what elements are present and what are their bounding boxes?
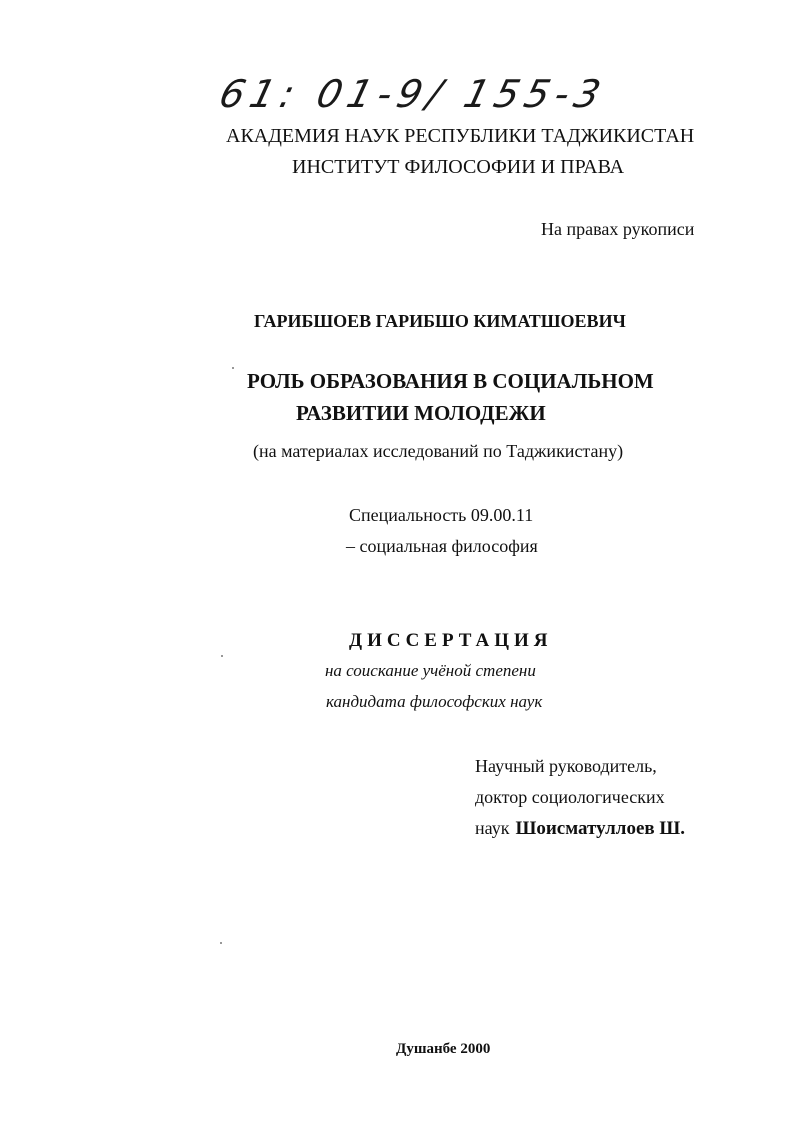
manuscript-rights-note: На правах рукописи [541, 219, 695, 239]
dissertation-label: ДИССЕРТАЦИЯ [349, 630, 553, 651]
title-subtitle: (на материалах исследований по Таджикистану) [253, 441, 624, 461]
supervisor-prefix: наук [475, 818, 510, 838]
specialty-code: Специальность 09.00.11 [349, 505, 534, 525]
supervisor-name: Шоисматуллоев Ш. [515, 818, 686, 839]
degree-line-2: кандидата философских наук [326, 692, 543, 711]
academy-name: АКАДЕМИЯ НАУК РЕСПУБЛИКИ ТАДЖИКИСТАН [226, 125, 695, 147]
degree-line-1: на соискание учёной степени [325, 661, 536, 680]
scan-speck [221, 655, 223, 657]
supervisor-line-3 [475, 818, 685, 840]
scan-speck [220, 942, 222, 944]
supervisor-line-2: доктор социологических [475, 787, 665, 807]
city-year: Душанбе 2000 [396, 1041, 491, 1057]
institute-name: ИНСТИТУТ ФИЛОСОФИИ И ПРАВА [292, 156, 625, 178]
author-name: ГАРИБШОЕВ ГАРИБШО КИМАТШОЕВИЧ [254, 311, 626, 331]
handwritten-catalog-code: 61: 01-9/ 155-3 [215, 72, 611, 116]
title-line-2: РАЗВИТИИ МОЛОДЕЖИ [296, 401, 546, 425]
title-line-1: РОЛЬ ОБРАЗОВАНИЯ В СОЦИАЛЬНОМ [247, 369, 654, 393]
scan-speck [232, 367, 234, 369]
specialty-name: – социальная философия [346, 536, 538, 556]
supervisor-line-1: Научный руководитель, [475, 756, 657, 776]
